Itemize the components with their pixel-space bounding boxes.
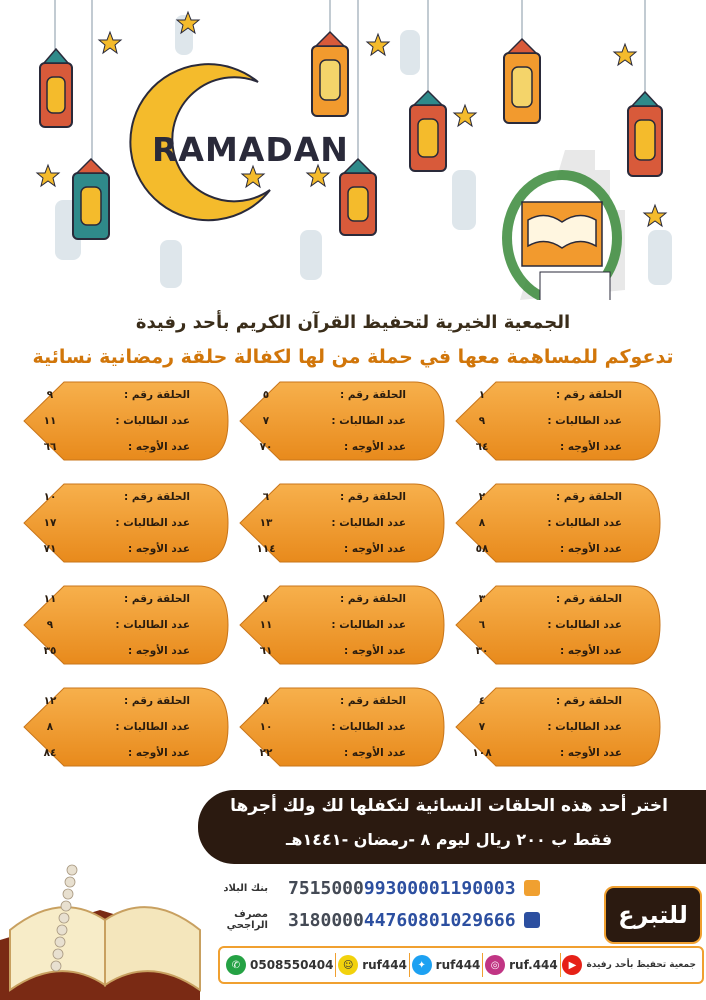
circle-card[interactable] bbox=[454, 380, 662, 462]
students-count: ١١ bbox=[43, 415, 57, 427]
students-row bbox=[462, 616, 622, 634]
circle-number-row bbox=[246, 488, 406, 506]
circle-number-label: الحلقة رقم : bbox=[124, 491, 190, 503]
snapchat-contact[interactable] bbox=[338, 955, 407, 975]
circle-number-row bbox=[462, 488, 622, 506]
circle-number: ٣ bbox=[478, 593, 486, 605]
faces-count: ٦١ bbox=[259, 645, 273, 657]
faces-label: عدد الأوجه : bbox=[343, 645, 406, 657]
students-count: ٨ bbox=[478, 517, 486, 529]
youtube-channel: جمعية تحفيظ بأحد رفيدة bbox=[586, 960, 696, 970]
whatsapp-contact[interactable] bbox=[226, 955, 334, 975]
students-count: ٩ bbox=[478, 415, 486, 427]
circle-card[interactable] bbox=[238, 380, 446, 462]
faces-count: ٦٤ bbox=[475, 441, 489, 453]
circle-card[interactable] bbox=[22, 686, 230, 768]
circle-card[interactable] bbox=[454, 584, 662, 666]
faces-label: عدد الأوجه : bbox=[559, 747, 622, 759]
phone-number: 0508550404 bbox=[250, 958, 334, 972]
students-count: ١٣ bbox=[259, 517, 273, 529]
circle-number: ١٠ bbox=[43, 491, 57, 503]
students-count: ٨ bbox=[46, 721, 54, 733]
students-count: ١١ bbox=[259, 619, 273, 631]
circle-number-row bbox=[246, 590, 406, 608]
faces-count: ٧١ bbox=[43, 543, 57, 555]
twitter-handle: ruf444 bbox=[435, 958, 481, 972]
faces-label: عدد الأوجه : bbox=[127, 441, 190, 453]
snapchat-handle: ruf444 bbox=[362, 958, 407, 972]
students-label: عدد الطالبات : bbox=[115, 415, 190, 427]
circle-number-label: الحلقة رقم : bbox=[124, 389, 190, 401]
faces-row bbox=[462, 744, 622, 762]
students-row bbox=[30, 718, 190, 736]
faces-label: عدد الأوجه : bbox=[343, 747, 406, 759]
instagram-contact[interactable] bbox=[485, 955, 558, 975]
circle-number: ٢ bbox=[478, 491, 486, 503]
ramadan-decoration bbox=[0, 0, 706, 300]
circle-card[interactable] bbox=[22, 584, 230, 666]
circle-number-label: الحلقة رقم : bbox=[556, 491, 622, 503]
iban-alrajhi[interactable]: 318000044760801029666 bbox=[288, 909, 516, 931]
society-title: الجمعية الخيرية لتحفيظ القرآن الكريم بأحد رفيدة bbox=[135, 312, 571, 333]
faces-row bbox=[246, 642, 406, 660]
faces-count: ٥٨ bbox=[475, 543, 489, 555]
offer-banner bbox=[198, 790, 706, 864]
students-label: عدد الطالبات : bbox=[331, 721, 406, 733]
circle-number-row bbox=[30, 590, 190, 608]
donate-label: للتبرع bbox=[618, 901, 688, 929]
circle-number-row bbox=[246, 386, 406, 404]
divider bbox=[482, 953, 483, 977]
students-count: ٧ bbox=[262, 415, 270, 427]
students-row bbox=[462, 718, 622, 736]
faces-label: عدد الأوجه : bbox=[127, 645, 190, 657]
donate-button[interactable] bbox=[604, 886, 702, 944]
quran-book-image bbox=[0, 850, 210, 1000]
circle-number-row bbox=[462, 386, 622, 404]
circle-number: ١١ bbox=[43, 593, 57, 605]
faces-row bbox=[462, 642, 622, 660]
faces-row bbox=[246, 438, 406, 456]
students-row bbox=[30, 616, 190, 634]
faces-row bbox=[30, 642, 190, 660]
students-row bbox=[30, 514, 190, 532]
students-count: ١٠ bbox=[259, 721, 273, 733]
circle-number-label: الحلقة رقم : bbox=[340, 695, 406, 707]
bank-albilad-row bbox=[208, 876, 588, 900]
instagram-icon: ◎ bbox=[485, 955, 505, 975]
students-row bbox=[246, 616, 406, 634]
circle-number-label: الحلقة رقم : bbox=[340, 593, 406, 605]
bank-alrajhi-row bbox=[208, 908, 588, 932]
whatsapp-icon: ✆ bbox=[226, 955, 246, 975]
alrajhi-logo-icon bbox=[524, 912, 540, 928]
circle-number: ١٢ bbox=[43, 695, 57, 707]
students-label: عدد الطالبات : bbox=[115, 619, 190, 631]
social-bar bbox=[218, 946, 704, 984]
faces-label: عدد الأوجه : bbox=[559, 441, 622, 453]
youtube-contact[interactable] bbox=[562, 955, 696, 975]
circle-number-row bbox=[30, 488, 190, 506]
students-label: عدد الطالبات : bbox=[331, 619, 406, 631]
circle-number-row bbox=[30, 386, 190, 404]
students-row bbox=[462, 412, 622, 430]
circle-number-row bbox=[30, 692, 190, 710]
students-row bbox=[462, 514, 622, 532]
students-label: عدد الطالبات : bbox=[115, 721, 190, 733]
students-count: ٧ bbox=[478, 721, 486, 733]
faces-row bbox=[30, 744, 190, 762]
circle-number-label: الحلقة رقم : bbox=[340, 389, 406, 401]
circle-number-label: الحلقة رقم : bbox=[124, 593, 190, 605]
faces-count: ٣٥ bbox=[43, 645, 57, 657]
snapchat-icon: ☺ bbox=[338, 955, 358, 975]
students-label: عدد الطالبات : bbox=[331, 415, 406, 427]
circle-card[interactable] bbox=[22, 380, 230, 462]
students-count: ٩ bbox=[46, 619, 54, 631]
faces-count: ٧٠ bbox=[259, 441, 273, 453]
circle-number-label: الحلقة رقم : bbox=[556, 695, 622, 707]
circle-number: ٤ bbox=[478, 695, 486, 707]
faces-row bbox=[30, 438, 190, 456]
faces-label: عدد الأوجه : bbox=[559, 645, 622, 657]
faces-row bbox=[246, 540, 406, 558]
offer-text: اختر أحد هذه الحلقات النسائية لتكفلها لك ولك أجرها bbox=[230, 796, 668, 816]
iban-albilad[interactable]: 751500099300001190003 bbox=[288, 877, 516, 899]
circle-card[interactable] bbox=[238, 482, 446, 564]
students-label: عدد الطالبات : bbox=[331, 517, 406, 529]
students-count: ٦ bbox=[478, 619, 486, 631]
circle-number-row bbox=[462, 590, 622, 608]
circle-card[interactable] bbox=[454, 686, 662, 768]
circle-card[interactable] bbox=[22, 482, 230, 564]
students-label: عدد الطالبات : bbox=[547, 721, 622, 733]
ramadan-title: RAMADAN bbox=[152, 130, 349, 169]
students-row bbox=[246, 412, 406, 430]
circle-number: ٨ bbox=[262, 695, 270, 707]
faces-row bbox=[462, 438, 622, 456]
circle-number: ٦ bbox=[262, 491, 270, 503]
circle-card[interactable] bbox=[238, 584, 446, 666]
students-row bbox=[246, 514, 406, 532]
circle-number-label: الحلقة رقم : bbox=[556, 389, 622, 401]
students-count: ١٧ bbox=[43, 517, 57, 529]
bank-name-alrajhi: مصرف الراجحي bbox=[226, 909, 268, 931]
faces-count: ٦٦ bbox=[43, 441, 57, 453]
faces-count: ٣٠ bbox=[475, 645, 489, 657]
divider bbox=[560, 953, 561, 977]
twitter-icon: ✦ bbox=[412, 955, 432, 975]
faces-label: عدد الأوجه : bbox=[127, 543, 190, 555]
faces-count: ١٠٨ bbox=[472, 747, 492, 759]
faces-label: عدد الأوجه : bbox=[559, 543, 622, 555]
faces-count: ٨٤ bbox=[43, 747, 57, 759]
students-label: عدد الطالبات : bbox=[547, 517, 622, 529]
circle-number-label: الحلقة رقم : bbox=[556, 593, 622, 605]
students-label: عدد الطالبات : bbox=[547, 619, 622, 631]
circle-number-row bbox=[246, 692, 406, 710]
circle-number-label: الحلقة رقم : bbox=[340, 491, 406, 503]
price-text: فقط ب ٢٠٠ ريال ليوم ٨ -رمضان -١٤٤١هـ bbox=[285, 830, 613, 849]
twitter-contact[interactable] bbox=[412, 955, 481, 975]
students-row bbox=[30, 412, 190, 430]
faces-row bbox=[462, 540, 622, 558]
circle-number: ٥ bbox=[262, 389, 270, 401]
faces-row bbox=[246, 744, 406, 762]
campaign-subtitle: تدعوكم للمساهمة معها في حملة من لها لكفالة حلقة رمضانية نسائية bbox=[32, 346, 674, 368]
instagram-handle: ruf.444 bbox=[509, 958, 558, 972]
faces-label: عدد الأوجه : bbox=[127, 747, 190, 759]
students-row bbox=[246, 718, 406, 736]
circle-number: ٧ bbox=[262, 593, 270, 605]
divider bbox=[335, 953, 336, 977]
albilad-logo-icon bbox=[524, 880, 540, 896]
faces-count: ١١٤ bbox=[256, 543, 276, 555]
divider bbox=[409, 953, 410, 977]
students-label: عدد الطالبات : bbox=[547, 415, 622, 427]
faces-count: ٢٢ bbox=[259, 747, 273, 759]
youtube-icon: ▶ bbox=[562, 955, 582, 975]
circle-number: ٩ bbox=[46, 389, 54, 401]
circle-number-label: الحلقة رقم : bbox=[124, 695, 190, 707]
bank-name-albilad: بنك البلاد bbox=[223, 882, 268, 894]
circle-card[interactable] bbox=[454, 482, 662, 564]
circle-number-row bbox=[462, 692, 622, 710]
faces-row bbox=[30, 540, 190, 558]
faces-label: عدد الأوجه : bbox=[343, 543, 406, 555]
faces-label: عدد الأوجه : bbox=[343, 441, 406, 453]
circle-number: ١ bbox=[478, 389, 486, 401]
students-label: عدد الطالبات : bbox=[115, 517, 190, 529]
circle-card[interactable] bbox=[238, 686, 446, 768]
